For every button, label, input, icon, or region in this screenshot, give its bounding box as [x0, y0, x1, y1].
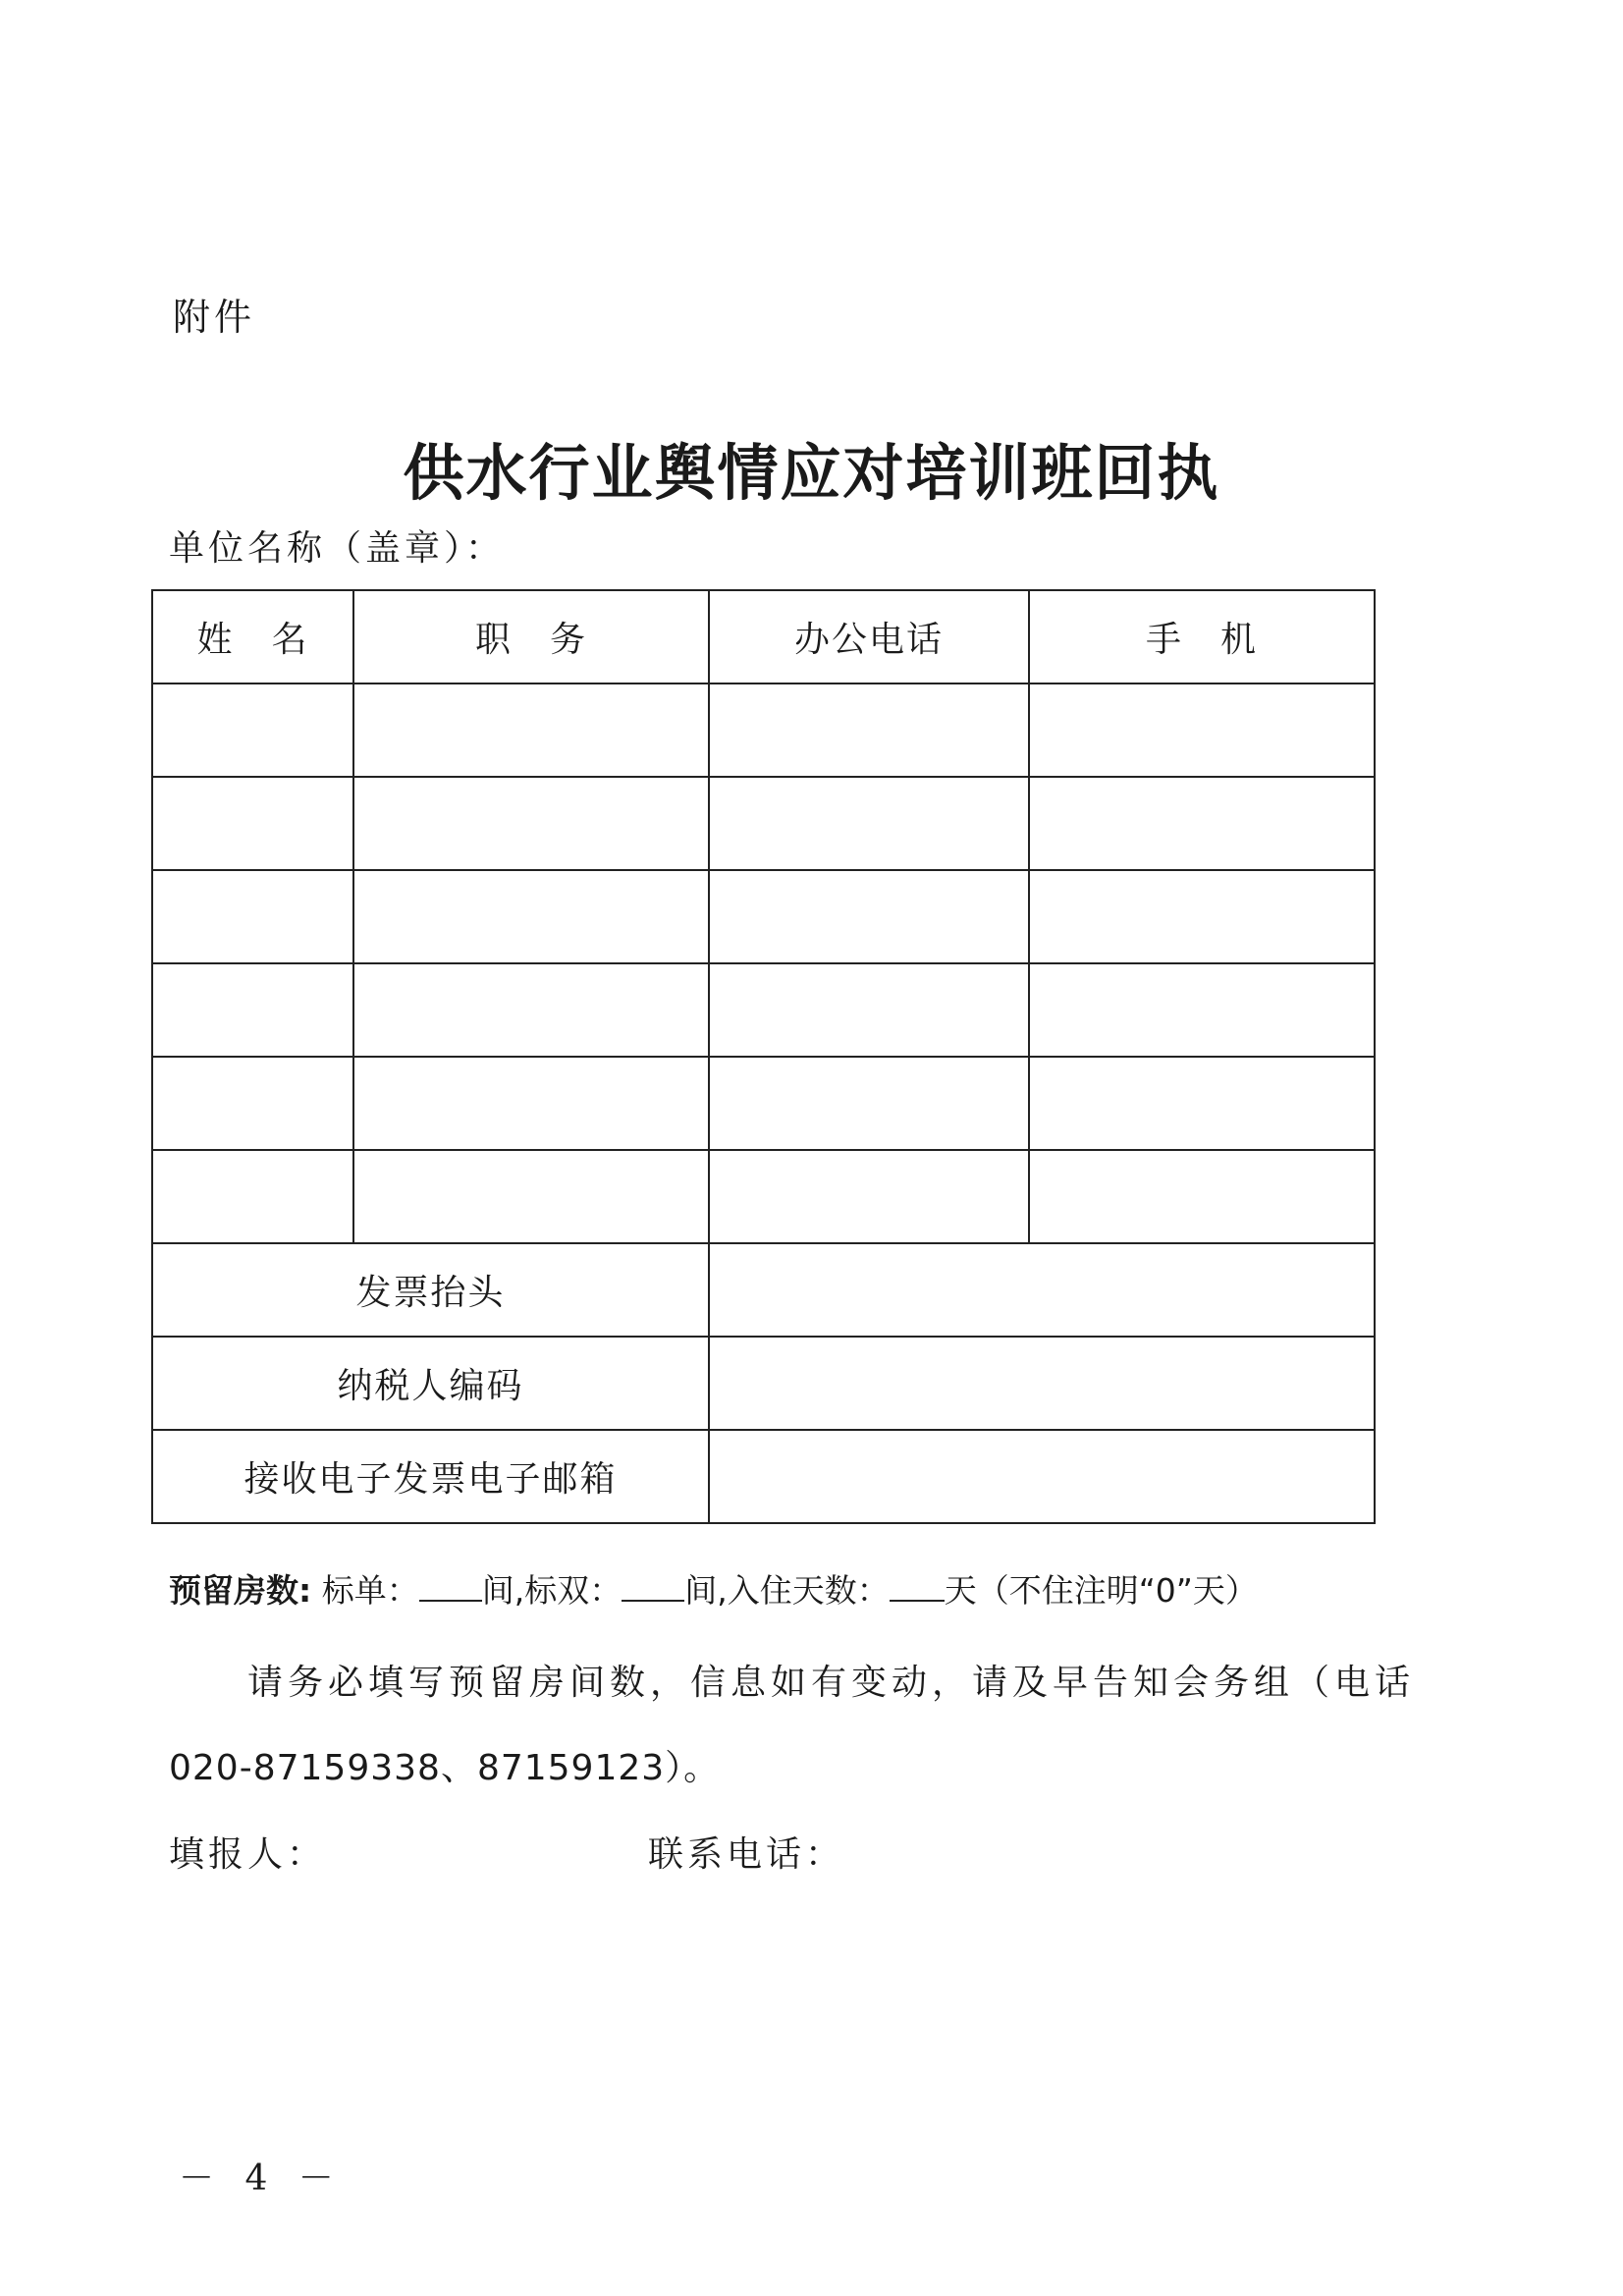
- cell-mobile[interactable]: [1029, 683, 1375, 777]
- notice-line-1: 请务必填写预留房间数，信息如有变动，请及早告知会务组（电话: [247, 1663, 1416, 1703]
- cell-mobile[interactable]: [1029, 1150, 1375, 1243]
- cell-name[interactable]: [152, 1150, 353, 1243]
- taxpayer-id-row: [152, 1337, 1375, 1430]
- cell-position[interactable]: [353, 683, 709, 777]
- header-name: 姓 名: [152, 590, 353, 683]
- standard-double-blank[interactable]: [622, 1570, 684, 1602]
- cell-office-phone[interactable]: [709, 777, 1029, 870]
- standard-single-blank[interactable]: [419, 1570, 482, 1602]
- cell-name[interactable]: [152, 777, 353, 870]
- stay-days-blank[interactable]: [890, 1570, 945, 1602]
- cell-name[interactable]: [152, 1057, 353, 1150]
- cell-position[interactable]: [353, 870, 709, 963]
- table-row: [152, 777, 1375, 870]
- cell-office-phone[interactable]: [709, 870, 1029, 963]
- cell-name[interactable]: [152, 963, 353, 1057]
- taxpayer-id-label: 纳税人编码: [152, 1337, 709, 1430]
- cell-name[interactable]: [152, 683, 353, 777]
- header-mobile: 手 机: [1029, 590, 1375, 683]
- header-position: 职 务: [353, 590, 709, 683]
- registration-table: [151, 589, 1376, 1524]
- cell-position[interactable]: [353, 963, 709, 1057]
- cell-mobile[interactable]: [1029, 963, 1375, 1057]
- invoice-title-label: 发票抬头: [152, 1243, 709, 1337]
- invoice-email-value[interactable]: [709, 1430, 1375, 1523]
- cell-mobile[interactable]: [1029, 870, 1375, 963]
- cell-position[interactable]: [353, 1150, 709, 1243]
- table-row: [152, 683, 1375, 777]
- table-header-row: [152, 590, 1375, 683]
- room-reservation-line: [169, 1565, 1258, 1612]
- days-unit-label: 天（不住注明“0”天）: [944, 1571, 1258, 1610]
- cell-position[interactable]: [353, 777, 709, 870]
- taxpayer-id-value[interactable]: [709, 1337, 1375, 1430]
- standard-single-label: 标单：: [321, 1571, 419, 1610]
- table-row: [152, 870, 1375, 963]
- notice-line-2: 020-87159338、87159123）。: [169, 1748, 721, 1788]
- unit-name-label: 单位名称（盖章）：: [169, 528, 506, 569]
- cell-office-phone[interactable]: [709, 1150, 1029, 1243]
- table-row: [152, 1150, 1375, 1243]
- table-row: [152, 1057, 1375, 1150]
- invoice-email-row: [152, 1430, 1375, 1523]
- cell-mobile[interactable]: [1029, 777, 1375, 870]
- cell-office-phone[interactable]: [709, 1057, 1029, 1150]
- invoice-title-row: [152, 1243, 1375, 1337]
- invoice-email-label: 接收电子发票电子邮箱: [152, 1430, 709, 1523]
- cell-mobile[interactable]: [1029, 1057, 1375, 1150]
- room-reservation-label: 预留房数:: [169, 1571, 312, 1610]
- invoice-title-value[interactable]: [709, 1243, 1375, 1337]
- table-row: [152, 963, 1375, 1057]
- filler-label: 填报人：: [169, 1834, 327, 1875]
- cell-name[interactable]: [152, 870, 353, 963]
- page-number: － 4 －: [179, 2159, 344, 2199]
- cell-office-phone[interactable]: [709, 683, 1029, 777]
- attachment-label: 附件: [173, 296, 256, 339]
- standard-double-label: 间,标双：: [481, 1571, 622, 1610]
- stay-days-label: 间,入住天数：: [684, 1571, 890, 1610]
- contact-phone-label: 联系电话：: [648, 1834, 845, 1875]
- cell-position[interactable]: [353, 1057, 709, 1150]
- document-title: 供水行业舆情应对培训班回执: [403, 437, 1220, 509]
- header-office-phone: 办公电话: [709, 590, 1029, 683]
- cell-office-phone[interactable]: [709, 963, 1029, 1057]
